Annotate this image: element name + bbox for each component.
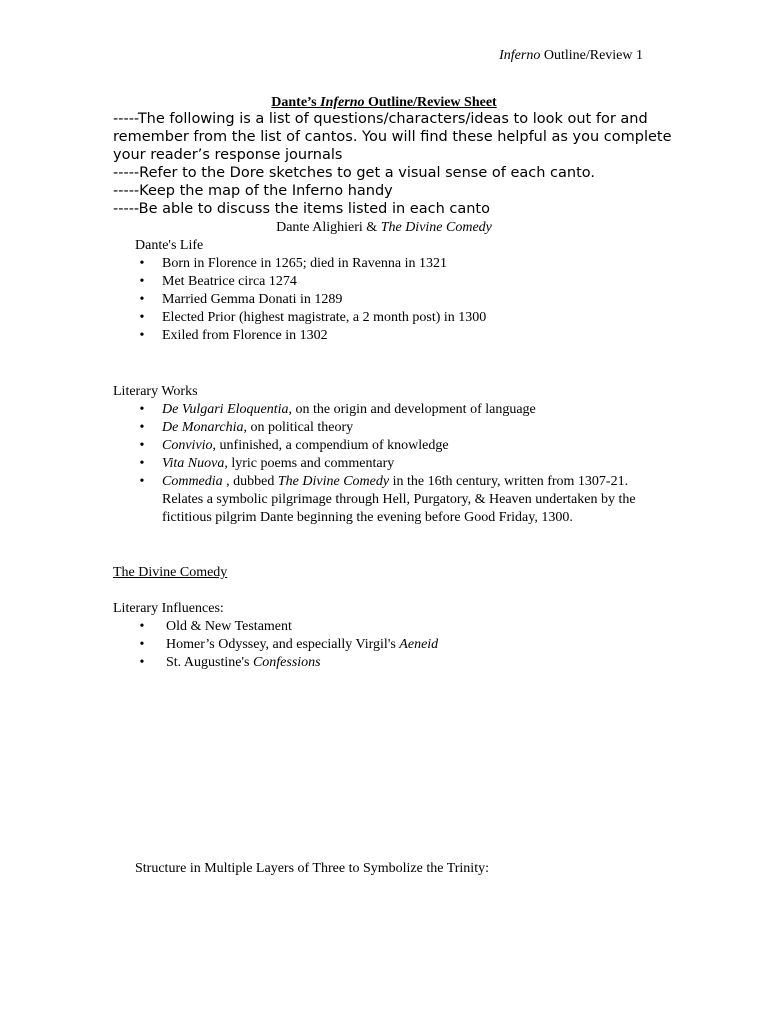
intro-block bbox=[113, 110, 673, 218]
list-item bbox=[135, 654, 655, 672]
intro-line: -----Be able to discuss the items listed in each canto bbox=[113, 201, 490, 217]
bullet-icon: • bbox=[139, 328, 145, 343]
work-title: Vita Nuova bbox=[162, 456, 225, 471]
list-item bbox=[135, 291, 655, 309]
list-item-text: Old & New Testament bbox=[166, 619, 292, 634]
work-description: , on political theory bbox=[243, 420, 354, 435]
list-item bbox=[135, 455, 660, 473]
list-item-italic: Aeneid bbox=[399, 637, 439, 652]
title-prefix: Dante’s bbox=[271, 95, 321, 110]
list-item bbox=[135, 437, 660, 455]
work-description: , on the origin and development of language bbox=[288, 402, 536, 417]
work-description: , unfinished, a compendium of knowledge bbox=[212, 438, 449, 453]
work-title: Commedia bbox=[162, 474, 223, 489]
literary-influences-list bbox=[135, 618, 655, 672]
literary-works-list bbox=[135, 401, 660, 527]
list-item bbox=[135, 309, 655, 327]
list-item-text: Elected Prior (highest magistrate, a 2 month post) in 1300 bbox=[162, 310, 487, 325]
running-header-rest: Outline/Review 1 bbox=[540, 48, 643, 63]
bullet-icon: • bbox=[139, 402, 145, 417]
title-italic: Inferno bbox=[320, 95, 365, 110]
subtitle-italic: The Divine Comedy bbox=[380, 220, 492, 235]
work-title: Convivio bbox=[162, 438, 213, 453]
list-item bbox=[135, 618, 655, 636]
running-header-italic: Inferno bbox=[499, 48, 541, 63]
work-title-alt: The Divine Comedy bbox=[277, 474, 390, 489]
list-item-text: Met Beatrice circa 1274 bbox=[162, 274, 297, 289]
bullet-icon: • bbox=[139, 256, 145, 271]
bullet-icon: • bbox=[139, 655, 145, 670]
subtitle-prefix: Dante Alighieri & bbox=[276, 220, 381, 235]
work-mid: , dubbed bbox=[222, 474, 278, 489]
list-item-text: Exiled from Florence in 1302 bbox=[162, 328, 328, 343]
list-item bbox=[135, 636, 655, 654]
subtitle bbox=[0, 219, 768, 237]
title-suffix: Outline/Review Sheet bbox=[364, 95, 497, 110]
running-header bbox=[499, 47, 643, 65]
work-title: De Monarchia bbox=[162, 420, 244, 435]
intro-line: -----The following is a list of questions/characters/ideas to look out for and remember from the list of cantos. You will find these helpful as you complete your reader’s response journals bbox=[113, 111, 672, 163]
bullet-icon: • bbox=[139, 292, 145, 307]
divine-comedy-heading: The Divine Comedy bbox=[113, 565, 228, 580]
work-title: De Vulgari Eloquentia bbox=[162, 402, 289, 417]
structure-line: Structure in Multiple Layers of Three to Symbolize the Trinity: bbox=[135, 861, 489, 876]
list-item-italic: Confessions bbox=[252, 655, 321, 670]
list-item-text: St. Augustine's bbox=[166, 655, 253, 670]
bullet-icon: • bbox=[139, 420, 145, 435]
bullet-icon: • bbox=[139, 438, 145, 453]
literary-influences-heading: Literary Influences: bbox=[113, 601, 224, 616]
list-item-text: Homer’s Odyssey, and especially Virgil's bbox=[166, 637, 400, 652]
list-item bbox=[135, 419, 660, 437]
list-item bbox=[135, 401, 660, 419]
bullet-icon: • bbox=[139, 619, 145, 634]
list-item-text: Married Gemma Donati in 1289 bbox=[162, 292, 343, 307]
dantes-life-heading: Dante's Life bbox=[135, 238, 204, 253]
list-item bbox=[135, 273, 655, 291]
dantes-life-list bbox=[135, 255, 655, 345]
list-item bbox=[135, 255, 655, 273]
bullet-icon: • bbox=[139, 474, 145, 489]
list-item bbox=[135, 327, 655, 345]
bullet-icon: • bbox=[139, 637, 145, 652]
work-description: in the 16th century, written from 1307-21. Relates a symbolic pilgrimage through Hell, Purgatory, & Heaven undertaken by the fictitious pilgrim Dante beginning the evening before Good Friday, 1300. bbox=[162, 474, 636, 525]
list-item bbox=[135, 473, 660, 527]
intro-line: -----Refer to the Dore sketches to get a visual sense of each canto. bbox=[113, 165, 595, 181]
bullet-icon: • bbox=[139, 274, 145, 289]
bullet-icon: • bbox=[139, 310, 145, 325]
bullet-icon: • bbox=[139, 456, 145, 471]
list-item-text: Born in Florence in 1265; died in Ravenna in 1321 bbox=[162, 256, 448, 271]
intro-line: -----Keep the map of the Inferno handy bbox=[113, 183, 393, 199]
work-description: , lyric poems and commentary bbox=[224, 456, 395, 471]
literary-works-heading: Literary Works bbox=[113, 384, 198, 399]
